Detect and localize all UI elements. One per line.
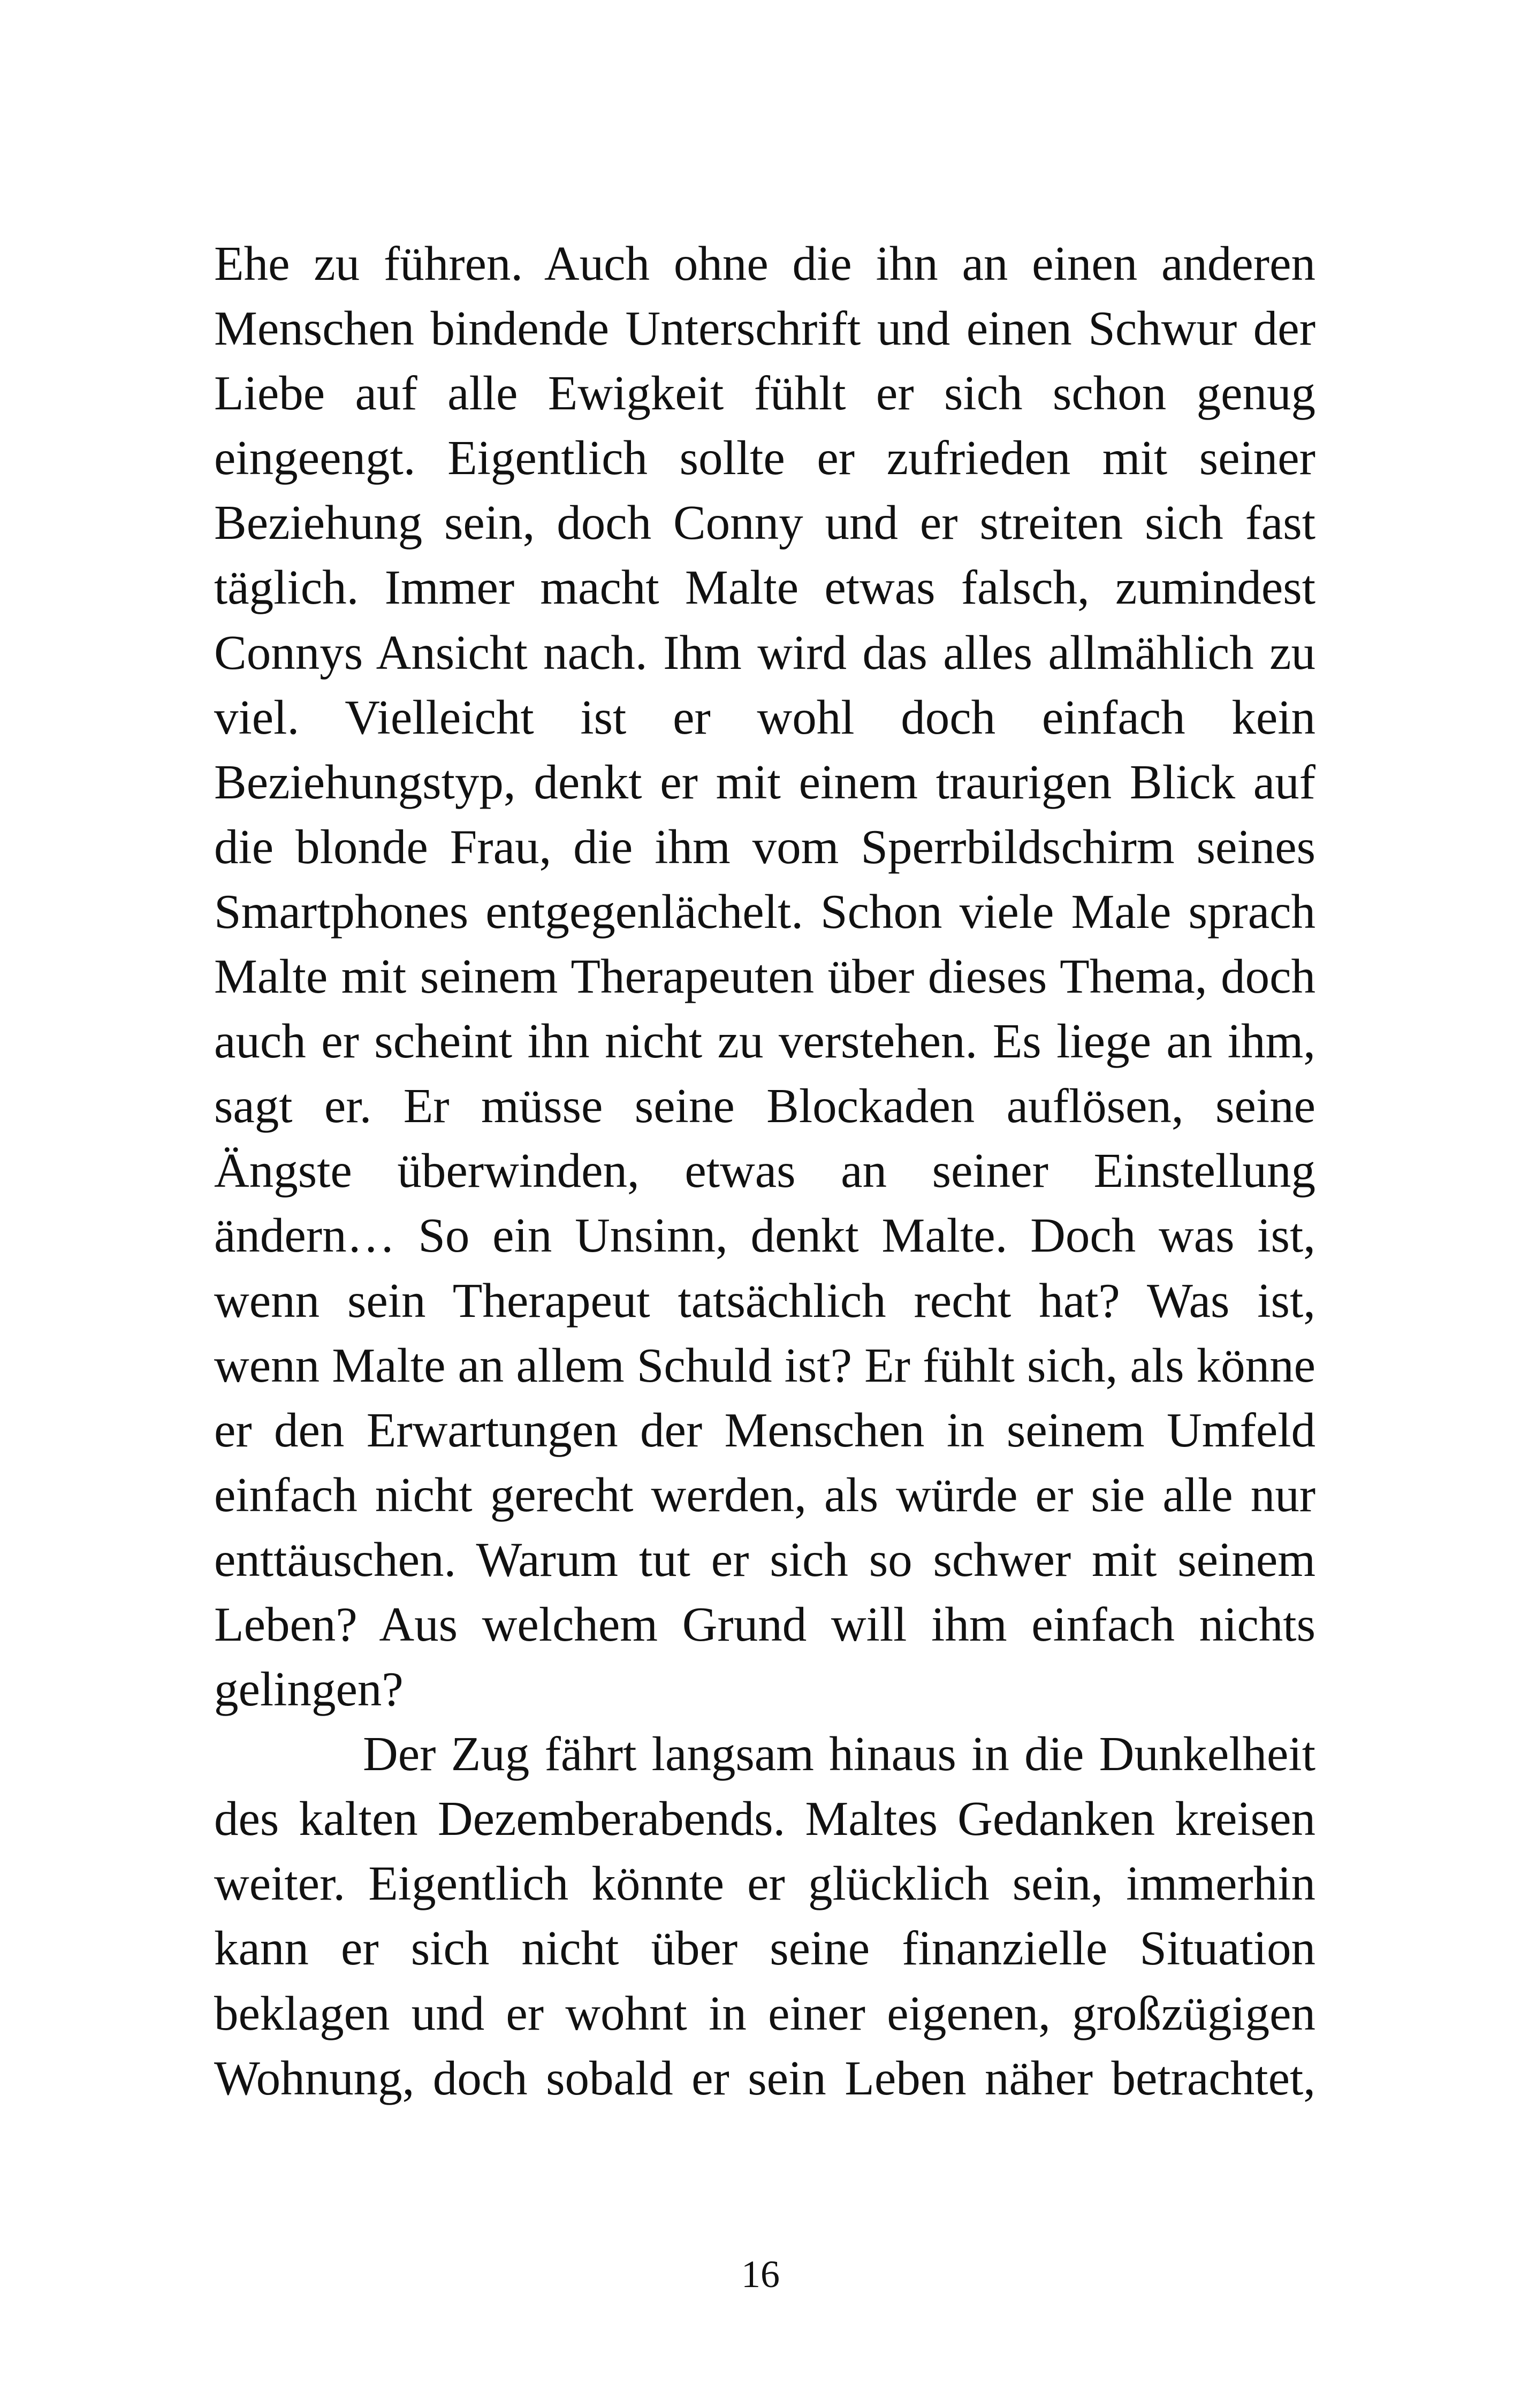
text-line: kann er sich nicht über seine finanzielle Situation (214, 1921, 1315, 1976)
text-line: sagt er. Er müsse seine Blockaden auflösen, seine (214, 1079, 1315, 1133)
text-line: Connys Ansicht nach. Ihm wird das alles allmählich zu (214, 625, 1315, 680)
text-line: ändern… So ein Unsinn, denkt Malte. Doch was ist, (214, 1208, 1315, 1263)
paragraph-end-line: gelingen? (214, 1662, 404, 1717)
text-line: enttäuschen. Warum tut er sich so schwer mit seinem (214, 1532, 1315, 1587)
text-line: eingeengt. Eigentlich sollte er zufrieden mit seiner (214, 431, 1315, 485)
text-line: wenn Malte an allem Schuld ist? Er fühlt sich, als könne (214, 1338, 1315, 1392)
text-line: weiter. Eigentlich könnte er glücklich sein, immerhin (214, 1856, 1315, 1911)
text-line: die blonde Frau, die ihm vom Sperrbildschirm seines (214, 819, 1315, 874)
text-line: Leben? Aus welchem Grund will ihm einfach nichts (214, 1597, 1315, 1651)
text-line: er den Erwartungen der Menschen in seinem Umfeld (214, 1403, 1315, 1457)
text-line: beklagen und er wohnt in einer eigenen, großzügigen (214, 1986, 1315, 2040)
text-line: Ehe zu führen. Auch ohne die ihn an einen anderen (214, 237, 1315, 291)
text-line: Liebe auf alle Ewigkeit fühlt er sich schon genug (214, 366, 1315, 421)
text-line: Beziehung sein, doch Conny und er streiten sich fast (214, 496, 1315, 550)
body-text (214, 231, 1315, 2110)
text-line: Menschen bindende Unterschrift und einen Schwur der (214, 301, 1315, 356)
text-line: Ängste überwinden, etwas an seiner Einstellung (214, 1144, 1315, 1198)
text-line: einfach nicht gerecht werden, als würde er sie alle nur (214, 1467, 1315, 1522)
text-line: Wohnung, doch sobald er sein Leben näher betrachtet, (214, 2051, 1315, 2105)
paragraph-start-line: Der Zug fährt langsam hinaus in die Dunkelheit (363, 1727, 1315, 1781)
text-line: des kalten Dezemberabends. Maltes Gedanken kreisen (214, 1792, 1315, 1846)
text-line: viel. Vielleicht ist er wohl doch einfach kein (214, 690, 1315, 744)
text-line: auch er scheint ihn nicht zu verstehen. Es liege an ihm, (214, 1014, 1315, 1069)
text-line: wenn sein Therapeut tatsächlich recht hat? Was ist, (214, 1273, 1315, 1328)
text-line: Beziehungstyp, denkt er mit einem traurigen Blick auf (214, 755, 1315, 809)
text-line: Smartphones entgegenlächelt. Schon viele Male sprach (214, 884, 1315, 939)
text-line: täglich. Immer macht Malte etwas falsch, zumindest (214, 560, 1315, 615)
page-number: 16 (741, 2253, 780, 2296)
text-line: Malte mit seinem Therapeuten über dieses Thema, doch (214, 949, 1315, 1004)
